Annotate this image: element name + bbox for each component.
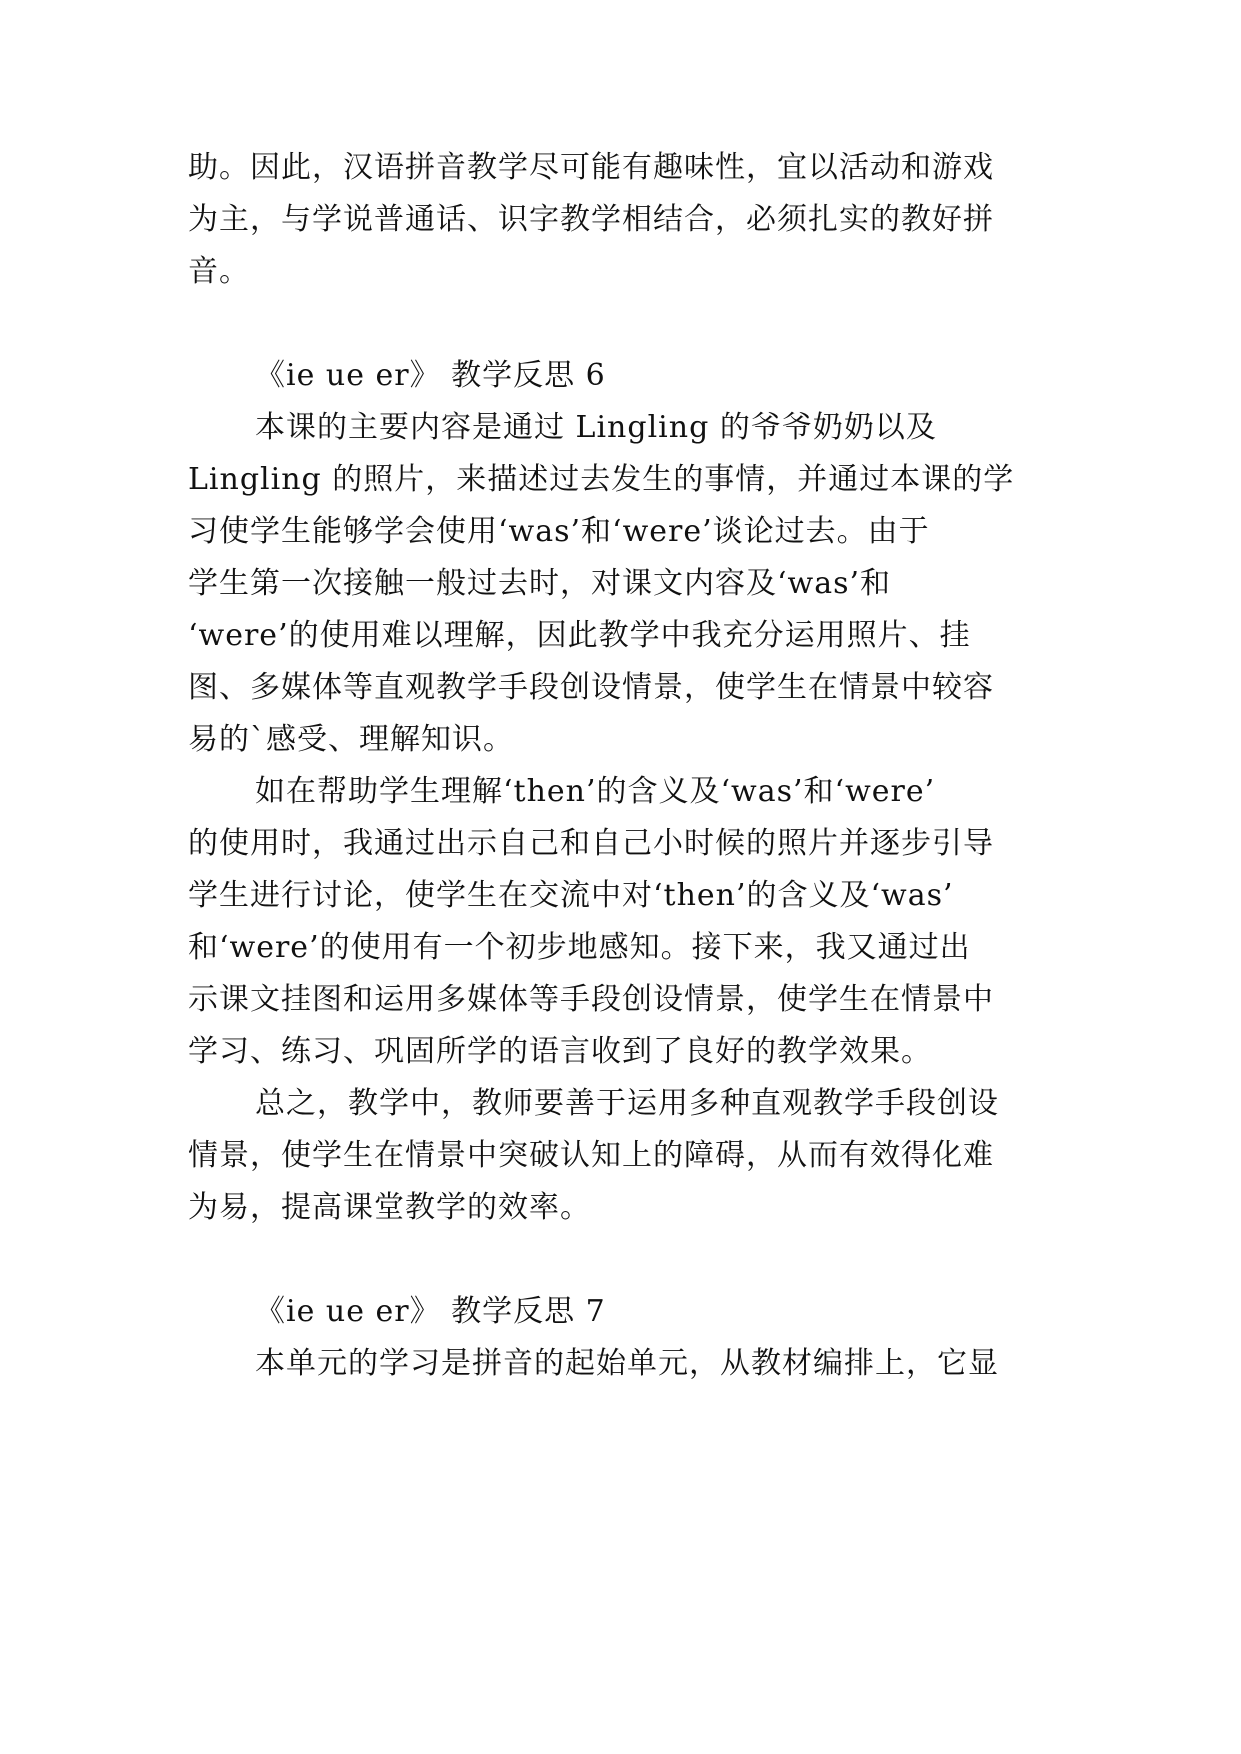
section-heading: 《ie ue er》 教学反思 6: [255, 358, 606, 393]
text-line: 学生进行讨论，使学生在交流中对‘then’的含义及‘was’: [188, 878, 954, 913]
text-line: 助。因此，汉语拼音教学尽可能有趣味性，宜以活动和游戏: [188, 150, 994, 185]
section-heading: 《ie ue er》 教学反思 7: [255, 1294, 606, 1329]
text-line: ‘were’的使用难以理解，因此教学中我充分运用照片、挂: [188, 618, 971, 653]
text-line: 本课的主要内容是通过 Lingling 的爷爷奶奶以及: [255, 410, 937, 445]
text-line: 音。: [188, 254, 250, 289]
text-line: 如在帮助学生理解‘then’的含义及‘was’和‘were’: [255, 774, 936, 809]
text-line: 本单元的学习是拼音的起始单元，从教材编排上，它显: [255, 1346, 999, 1381]
text-line: 为易，提高课堂教学的效率。: [188, 1190, 591, 1225]
text-line: 学生第一次接触一般过去时，对课文内容及‘was’和: [188, 566, 892, 601]
text-line: 总之，教学中，教师要善于运用多种直观教学手段创设: [255, 1086, 999, 1121]
text-line: 的使用时，我通过出示自己和自己小时候的照片并逐步引导: [188, 826, 994, 861]
text-line: 学习、练习、巩固所学的语言收到了良好的教学效果。: [188, 1034, 932, 1069]
text-line: 图、多媒体等直观教学手段创设情景，使学生在情景中较容: [188, 670, 994, 705]
text-line: 为主，与学说普通话、识字教学相结合，必须扎实的教好拼: [188, 202, 994, 237]
text-line: 易的`感受、理解知识。: [188, 722, 514, 757]
text-line: 和‘were’的使用有一个初步地感知。接下来，我又通过出: [188, 930, 971, 965]
text-line: 示课文挂图和运用多媒体等手段创设情景，使学生在情景中: [188, 982, 994, 1017]
text-line: 习使学生能够学会使用‘was’和‘were’谈论过去。由于: [188, 514, 930, 549]
text-line: 情景，使学生在情景中突破认知上的障碍，从而有效得化难: [188, 1138, 994, 1173]
text-line: Lingling 的照片，来描述过去发生的事情，并通过本课的学: [188, 462, 1015, 497]
